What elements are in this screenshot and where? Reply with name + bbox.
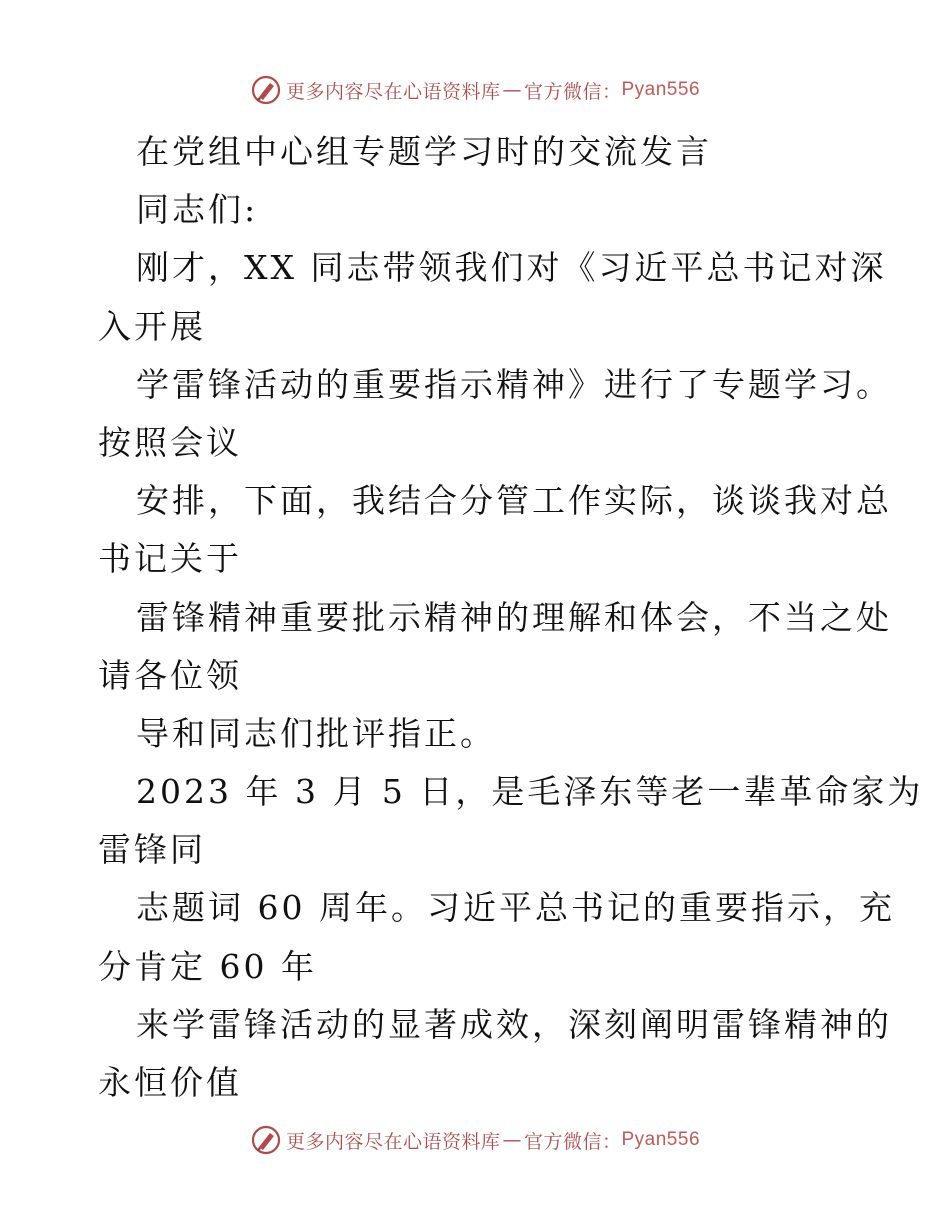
watermark-suffix: 官方微信： — [523, 1130, 622, 1153]
text-line: 来学雷锋活动的显著成效，深刻阐明雷锋精神的 — [136, 1004, 892, 1044]
document-body — [98, 123, 924, 1112]
text-line: 请各位领 — [98, 655, 242, 695]
watermark-suffix: 官方微信： — [523, 80, 622, 103]
text-line: 导和同志们批评指正。 — [136, 713, 496, 753]
watermark-handle: Pyan556 — [621, 79, 701, 100]
text-line: 志题词 60 周年。习近平总书记的重要指示，充 — [136, 888, 895, 928]
text-line: 刚才，XX 同志带领我们对《习近平总书记对深 — [136, 248, 887, 288]
text-line: 同志们: — [136, 190, 259, 230]
text-line: 书记关于 — [98, 539, 242, 579]
pen-logo-icon — [250, 1124, 282, 1156]
text-line: 分肯定 60 年 — [98, 946, 317, 986]
text-line: 雷锋同 — [98, 830, 206, 870]
watermark-text: 更多内容尽在心语资料库 — [285, 1130, 501, 1153]
watermark-handle: Pyan556 — [621, 1129, 701, 1150]
text-line: 入开展 — [98, 306, 206, 346]
watermark-text: 更多内容尽在心语资料库 — [285, 80, 501, 103]
text-line: 按照会议 — [98, 422, 242, 462]
text-line: 在党组中心组专题学习时的交流发言 — [136, 132, 712, 171]
text-line: 学雷锋活动的重要指示精神》进行了专题学习。 — [136, 364, 892, 404]
text-line: 永恒价值 — [98, 1063, 242, 1102]
header-watermark — [0, 70, 950, 110]
text-line: 雷锋精神重要批示精神的理解和体会，不当之处 — [136, 597, 892, 637]
footer-watermark — [0, 1120, 950, 1160]
text-line: 安排，下面，我结合分管工作实际，谈谈我对总 — [136, 481, 892, 521]
text-line: 2023 年 3 月 5 日，是毛泽东等老一辈革命家为 — [136, 772, 924, 812]
watermark-dash: — — [502, 1129, 522, 1151]
pen-logo-icon — [250, 74, 282, 106]
watermark-dash: — — [502, 79, 522, 101]
